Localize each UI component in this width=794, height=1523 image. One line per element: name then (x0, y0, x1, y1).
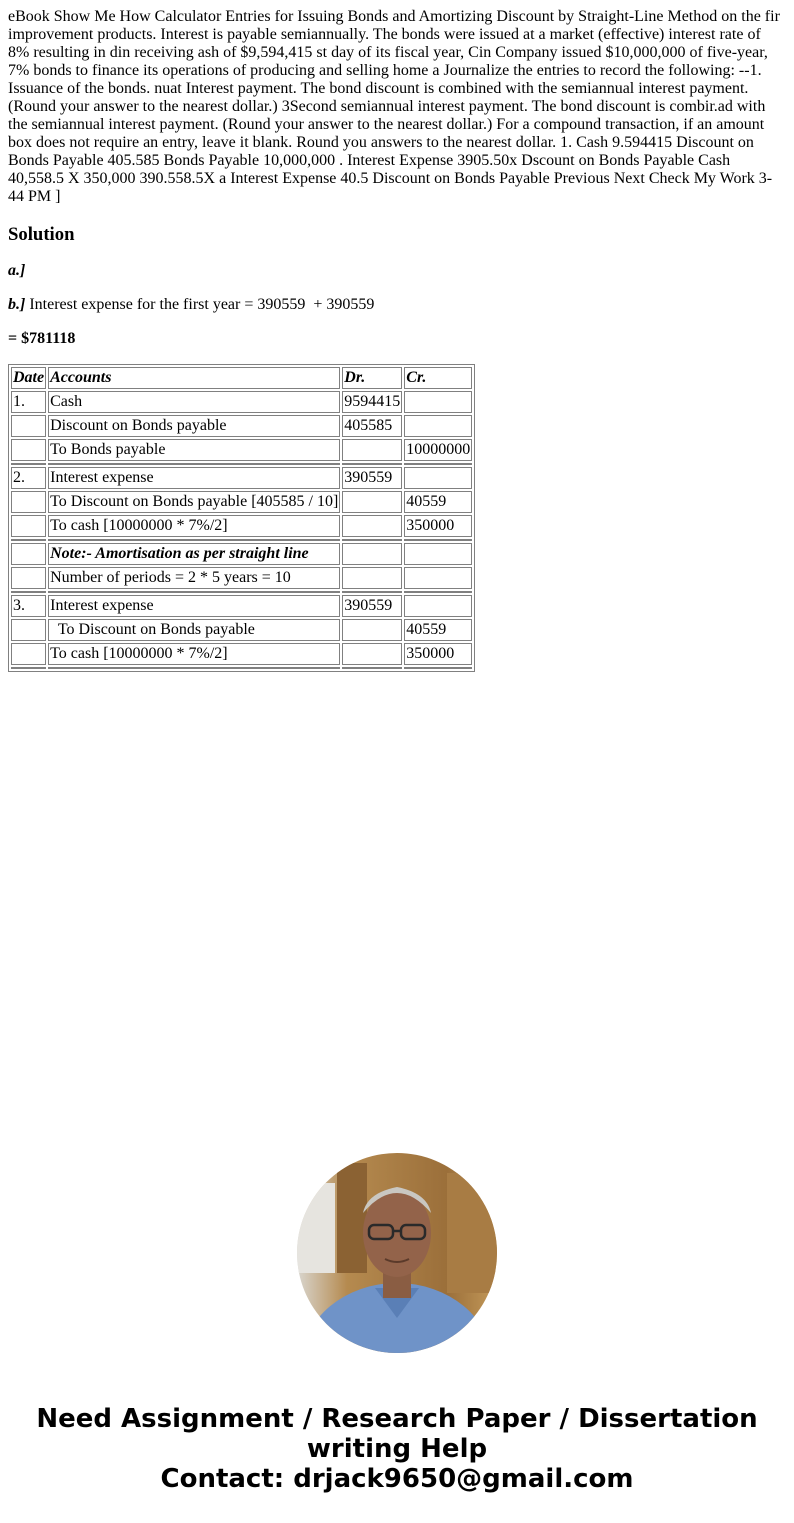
table-separator-row (11, 591, 472, 593)
date-cell (11, 415, 46, 437)
account-cell: Number of periods = 2 * 5 years = 10 (48, 567, 340, 589)
separator-cell (342, 591, 402, 593)
part-a (8, 262, 786, 280)
credit-cell (404, 467, 472, 489)
debit-cell: 390559 (342, 467, 402, 489)
account-cell: Note:- Amortisation as per straight line (48, 543, 340, 565)
debit-cell (342, 515, 402, 537)
credit-cell: 350000 (404, 515, 472, 537)
table-row (11, 595, 472, 617)
table-row (11, 543, 472, 565)
question-text: eBook Show Me How Calculator Entries for Issuing Bonds and Amortizing Discount by Straight-Line Method on the fir improvement products. Interest is payable semiannually. The bonds were issued at a market (effective) interest rate of 8% resulting in din receiving ash of $9,594,415 st day of its fiscal year, Cin Company issued $10,000,000 of five-year, 7% bonds to finance its operations of producing and selling home a Journalize the entries to record the following: --1. Issuance of the bonds. nuat Interest payment. The bond discount is combined with the semiannual interest payment. (Round your answer to the nearest dollar.) 3Second semiannual interest payment. The bond discount is combir.ad with the semiannual interest payment. (Round your answer to the nearest dollar.) For a compound transaction, if an amount box does not require an entry, leave it blank. Round you answers to the nearest dollar. 1. Cash 9.594415 Discount on Bonds Payable 405.585 Bonds Payable 10,000,000 . Interest Expense 3905.50x Dscount on Bonds Payable Cash 40,558.5 X 350,000 390.558.5X a Interest Expense 40.5 Discount on Bonds Payable Previous Next Check My Work 3-44 PM ] (8, 8, 780, 205)
separator-cell (11, 539, 46, 541)
separator-cell (404, 463, 472, 465)
table-row (11, 491, 472, 513)
account-cell: To Discount on Bonds payable [405585 / 10] (48, 491, 340, 513)
account-cell: Cash (48, 391, 340, 413)
part-b-label: b.] (8, 296, 26, 313)
credit-cell: 10000000 (404, 439, 472, 461)
debit-cell (342, 643, 402, 665)
table-separator-row (11, 463, 472, 465)
promo-banner (0, 1404, 794, 1494)
author-photo-image (297, 1153, 497, 1353)
credit-cell (404, 567, 472, 589)
table-row (11, 567, 472, 589)
part-a-label: a.] (8, 262, 26, 279)
document-body (8, 8, 786, 672)
table-row (11, 391, 472, 413)
promo-line-2: writing Help (306, 1434, 488, 1464)
account-cell: To Discount on Bonds payable (48, 619, 340, 641)
promo-line-1: Need Assignment / Research Paper / Dissertation (36, 1404, 758, 1434)
debit-cell (342, 543, 402, 565)
table-separator-row (11, 539, 472, 541)
separator-cell (342, 667, 402, 669)
separator-cell (48, 667, 340, 669)
date-cell (11, 619, 46, 641)
separator-cell (404, 591, 472, 593)
account-cell: To Bonds payable (48, 439, 340, 461)
credit-cell: 40559 (404, 619, 472, 641)
credit-cell: 350000 (404, 643, 472, 665)
solution-heading: Solution (8, 224, 75, 245)
table-row (11, 619, 472, 641)
part-b-text: Interest expense for the first year = 390559 + 390559 (25, 296, 375, 313)
debit-cell (342, 619, 402, 641)
table-row (11, 643, 472, 665)
table-row (11, 415, 472, 437)
separator-cell (404, 539, 472, 541)
table-row (11, 515, 472, 537)
date-cell (11, 491, 46, 513)
header-accounts: Accounts (48, 367, 340, 389)
separator-cell (48, 463, 340, 465)
total-line (8, 330, 786, 348)
debit-cell: 405585 (342, 415, 402, 437)
debit-cell: 9594415 (342, 391, 402, 413)
header-date: Date (11, 367, 46, 389)
debit-cell (342, 439, 402, 461)
account-cell: Interest expense (48, 467, 340, 489)
date-cell: 2. (11, 467, 46, 489)
date-cell: 1. (11, 391, 46, 413)
table-header-row (11, 367, 472, 389)
date-cell (11, 515, 46, 537)
header-cr: Cr. (404, 367, 472, 389)
credit-cell (404, 543, 472, 565)
table-row (11, 467, 472, 489)
separator-cell (11, 463, 46, 465)
credit-cell (404, 415, 472, 437)
separator-cell (48, 591, 340, 593)
separator-cell (48, 539, 340, 541)
total-value: = $781118 (8, 330, 76, 347)
separator-cell (11, 591, 46, 593)
separator-cell (11, 667, 46, 669)
separator-cell (342, 463, 402, 465)
account-cell: To cash [10000000 * 7%/2] (48, 515, 340, 537)
table-row (11, 439, 472, 461)
debit-cell (342, 567, 402, 589)
date-cell (11, 543, 46, 565)
credit-cell (404, 391, 472, 413)
separator-cell (342, 539, 402, 541)
account-cell: Interest expense (48, 595, 340, 617)
debit-cell: 390559 (342, 595, 402, 617)
credit-cell: 40559 (404, 491, 472, 513)
header-dr: Dr. (342, 367, 402, 389)
separator-cell (404, 667, 472, 669)
promo-contact: Contact: drjack9650@gmail.com (160, 1464, 634, 1494)
account-cell: Discount on Bonds payable (48, 415, 340, 437)
journal-table (8, 364, 475, 672)
date-cell: 3. (11, 595, 46, 617)
part-b (8, 296, 786, 314)
date-cell (11, 643, 46, 665)
debit-cell (342, 491, 402, 513)
table-separator-row (11, 667, 472, 669)
author-photo (297, 1153, 497, 1353)
credit-cell (404, 595, 472, 617)
account-cell: To cash [10000000 * 7%/2] (48, 643, 340, 665)
date-cell (11, 439, 46, 461)
date-cell (11, 567, 46, 589)
